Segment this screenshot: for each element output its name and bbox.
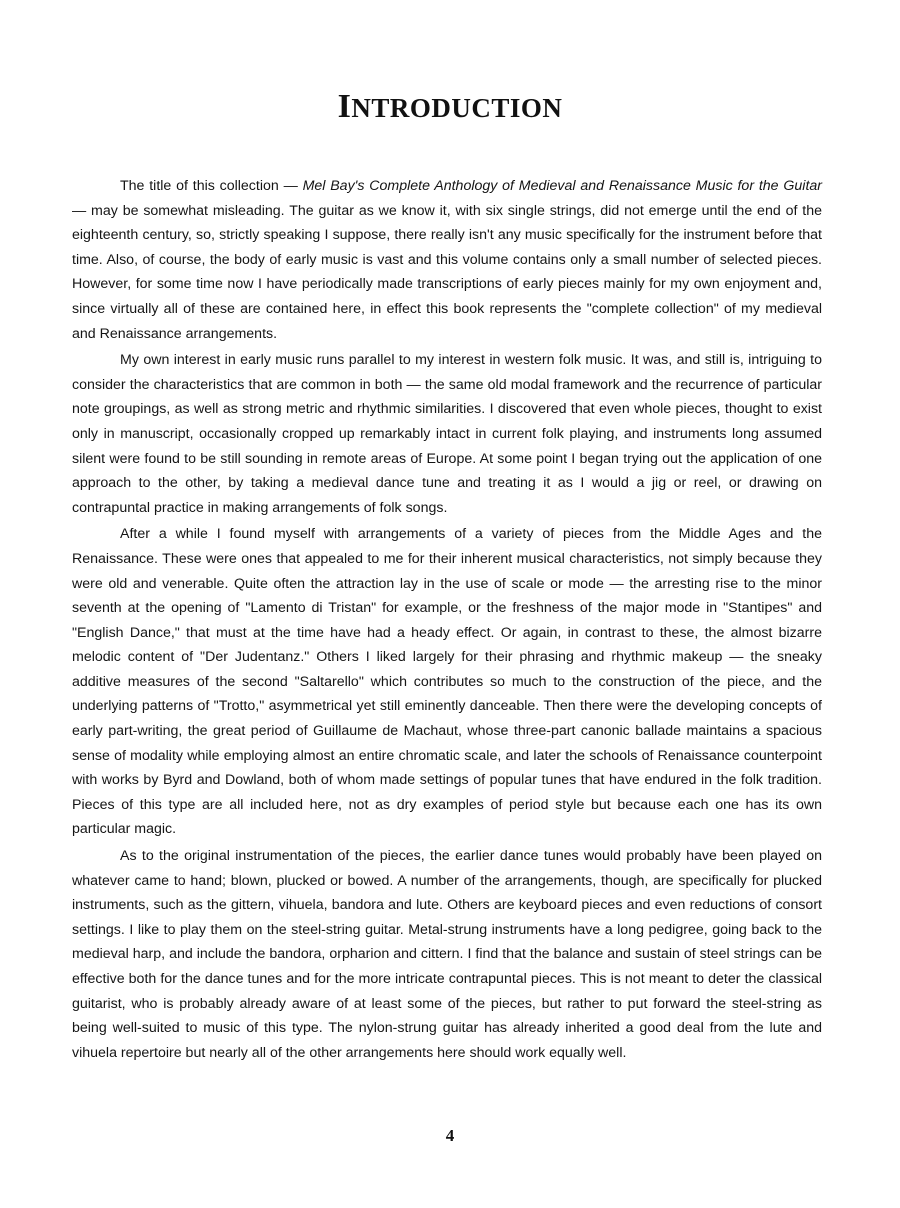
page-number: 4	[445, 1126, 455, 1145]
paragraph-1	[72, 174, 822, 346]
paragraph-1-lead: The title of this collection —	[120, 178, 303, 194]
paragraph-2: My own interest in early music runs parallel to my interest in western folk music. It was, and still is, intriguing to consider the characteristics that are common in both — the same old modal framework and the recurrence of particular note groupings, as well as strong metric and rhythmic similarities. I discovered that even whole pieces, thought to exist only in manuscript, occasionally cropped up remarkably intact in current folk playing, and instruments long assumed silent were found to be still sounding in remote areas of Europe. At some point I began trying out the application of one approach to the other, by taking a medieval dance tune and treating it as I would a jig or reel, or drawing on contrapuntal practice in making arrangements of folk songs.	[72, 352, 822, 516]
paragraph-3: After a while I found myself with arrangements of a variety of pieces from the Middle Ages and the Renaissance. These were ones that appealed to me for their inherent musical characteristics, not simply because they were old and venerable. Quite often the attraction lay in the use of scale or mode — the arresting rise to the minor seventh at the opening of "Lamento di Tristan" for example, or the freshness of the major mode in "Stantipes" and "English Dance," that must at the time have had a heady effect. Or again, in contrast to these, the almost bizarre melodic content of "Der Judentanz." Others I liked largely for their phrasing and rhythmic makeup — the sneaky additive measures of the second "Saltarello" which contributes so much to the construction of the piece, and the underlying patterns of "Trotto," asymmetrical yet still eminently danceable. Then there were the developing concepts of early part-writing, the great period of Guillaume de Machaut, whose three-part canonic ballade maintains a spacious sense of modality while employing almost an entire chromatic scale, and later the schools of Renaissance counterpoint with works by Byrd and Dowland, both of whom made settings of popular tunes that have endured in the folk tradition. Pieces of this type are all included here, not as dry examples of period style but because each one has its own particular magic.	[72, 526, 822, 838]
page-title-initial: I	[337, 88, 352, 125]
paragraph-1-text: — may be somewhat misleading. The guitar as we know it, with six single strings, did not emerge until the end of the eighteenth century, so, strictly speaking I suppose, there really isn't any music specifically for the instrument before that time. Also, of course, the body of early music is vast and this volume contains only a small number of selected pieces. However, for some time now I have periodically made transcriptions of early pieces mainly for my own enjoyment and, since virtually all of these are contained here, in effect this book represents the "complete collection" of my medieval and Renaissance arrangements.	[72, 202, 822, 342]
paragraph-4: As to the original instrumentation of the pieces, the earlier dance tunes would probably have been played on whatever came to hand; blown, plucked or bowed. A number of the arrangements, though, are specifically for plucked instruments, such as the gittern, vihuela, bandora and lute. Others are keyboard pieces and even reductions of consort settings. I like to play them on the steel-string guitar. Metal-strung instruments have a long pedigree, going back to the medieval harp, and include the bandora, orpharion and cittern. I find that the balance and sustain of steel strings can be effective both for the dance tunes and for the more intricate contrapuntal pieces. This is not meant to deter the classical guitarist, who is probably already aware of at least some of the pieces, but rather to put forward the steel-string as being well-suited to music of this type. The nylon-strung guitar has already inherited a good deal from the lute and vihuela repertoire but nearly all of the other arrangements here should work equally well.	[72, 848, 822, 1061]
page-title-rest: NTRODUCTION	[351, 93, 563, 123]
page-title	[0, 88, 900, 126]
book-title-italic: Mel Bay's Complete Anthology of Medieval and Renaissance Music for the Guitar	[302, 178, 823, 194]
introduction-body	[72, 174, 822, 1065]
